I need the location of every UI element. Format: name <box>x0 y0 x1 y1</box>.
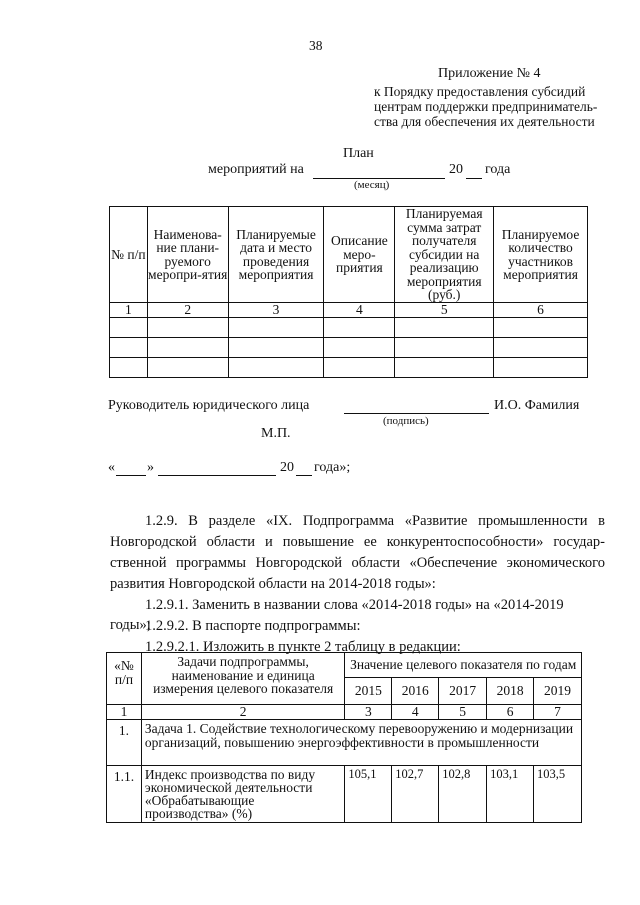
paragraph-line: Новгородской области и повышение ее конкурентоспособности» государ- <box>110 534 605 550</box>
plan-table <box>109 206 588 378</box>
appendix-line-1: к Порядку предоставления субсидий <box>374 84 586 99</box>
header-participants: Планируемое количество участников мероприятия <box>494 207 588 303</box>
col-number: 4 <box>324 303 395 318</box>
col-number: 6 <box>494 303 588 318</box>
stamp-label: М.П. <box>261 426 291 441</box>
plan-title: План <box>343 146 374 161</box>
col-number: 1 <box>107 705 142 720</box>
year-cell: 2015 <box>345 678 392 705</box>
paragraph-line: развития Новгородской области на 2014-2018 годы»: <box>110 576 436 592</box>
row-num: 1.1. <box>107 765 142 822</box>
header-planned-cost: Планируемая сумма затрат получателя субсидии на реализацию мероприятия (руб.) <box>395 207 494 303</box>
date-open-quote: « <box>108 460 115 475</box>
col-number: 2 <box>141 705 344 720</box>
header-values: Значение целевого показателя по годам <box>345 653 582 678</box>
value-cell: 102,8 <box>439 765 487 822</box>
table-row <box>107 765 582 822</box>
plan-table-header-row <box>110 207 588 303</box>
col-number: 5 <box>395 303 494 318</box>
date-year-prefix: 20 <box>280 460 294 475</box>
value-cell: 102,7 <box>392 765 439 822</box>
year-cell: 2017 <box>439 678 487 705</box>
indicators-number-row <box>107 705 582 720</box>
indicators-table <box>106 652 582 823</box>
indicators-header-row <box>107 653 582 678</box>
value-cell: 105,1 <box>345 765 392 822</box>
appendix-line-2: центрам поддержки предприниматель- <box>374 99 598 114</box>
value-cell: 103,5 <box>534 765 582 822</box>
month-hint: (месяц) <box>354 179 390 191</box>
col-number: 1 <box>110 303 148 318</box>
table-row <box>110 317 588 337</box>
year-cell: 2016 <box>392 678 439 705</box>
plan-label: мероприятий на <box>208 162 304 177</box>
header-num: «№ п/п <box>107 653 142 705</box>
header-num: № п/п <box>110 207 148 303</box>
plan-year-prefix: 20 <box>449 162 463 177</box>
paragraph-line: 1.2.9.2.1. Изложить в пункте 2 таблицу в редакции: <box>145 639 461 655</box>
table-row <box>110 357 588 377</box>
signature-hint: (подпись) <box>383 415 429 427</box>
indicator-text: Индекс производства по виду экономической деятельности «Обрабатывающие производства» (%) <box>141 765 344 822</box>
col-number: 2 <box>147 303 228 318</box>
appendix-line-3: ства для обеспечения их деятельности <box>374 114 595 129</box>
header-date-place: Планируемые дата и место проведения мероприятия <box>228 207 324 303</box>
month-blank-line <box>158 475 276 476</box>
col-number: 3 <box>345 705 392 720</box>
page-number: 38 <box>309 38 323 53</box>
col-number: 6 <box>487 705 534 720</box>
value-cell: 103,1 <box>487 765 534 822</box>
task-text: Задача 1. Содействие технологическому перевооружению и модернизации организаций, повышению энергоэффективности в промышленности <box>141 719 581 765</box>
date-close-quote: » <box>147 460 154 475</box>
col-number: 7 <box>534 705 582 720</box>
paragraph-line: ственной программы Новгородской области «Обеспечение экономического <box>110 555 605 571</box>
appendix-title: Приложение № 4 <box>438 66 541 81</box>
row-num: 1. <box>107 719 142 765</box>
paragraph-line: 1.2.9. В разделе «IX. Подпрограмма «Развитие промышленности в <box>145 513 605 529</box>
table-row <box>110 337 588 357</box>
plan-year-suffix: года <box>485 162 511 177</box>
paragraph-line: 1.2.9.2. В паспорте подпрограммы: <box>145 618 361 634</box>
header-tasks: Задачи подпрограммы, наименование и единица измерения целевого показателя <box>141 653 344 705</box>
signature-line <box>344 413 489 414</box>
header-description: Описание меро-приятия <box>324 207 395 303</box>
header-event-name: Наименова-ние плани-руемого меропри-ятия <box>147 207 228 303</box>
col-number: 3 <box>228 303 324 318</box>
year-blank-line <box>296 475 312 476</box>
signature-head-label: Руководитель юридического лица <box>108 398 310 413</box>
table-row <box>107 719 582 765</box>
signature-name: И.О. Фамилия <box>494 398 580 413</box>
day-blank-line <box>116 475 146 476</box>
paragraph-line: 1.2.9.1. Заменить в названии слова «2014-2018 годы» на «2014-2019 годы»; <box>110 597 564 633</box>
date-year-suffix: года»; <box>314 460 351 475</box>
year-cell: 2019 <box>534 678 582 705</box>
year-cell: 2018 <box>487 678 534 705</box>
col-number: 5 <box>439 705 487 720</box>
plan-table-number-row <box>110 303 588 318</box>
col-number: 4 <box>392 705 439 720</box>
year-blank-line <box>466 178 482 179</box>
